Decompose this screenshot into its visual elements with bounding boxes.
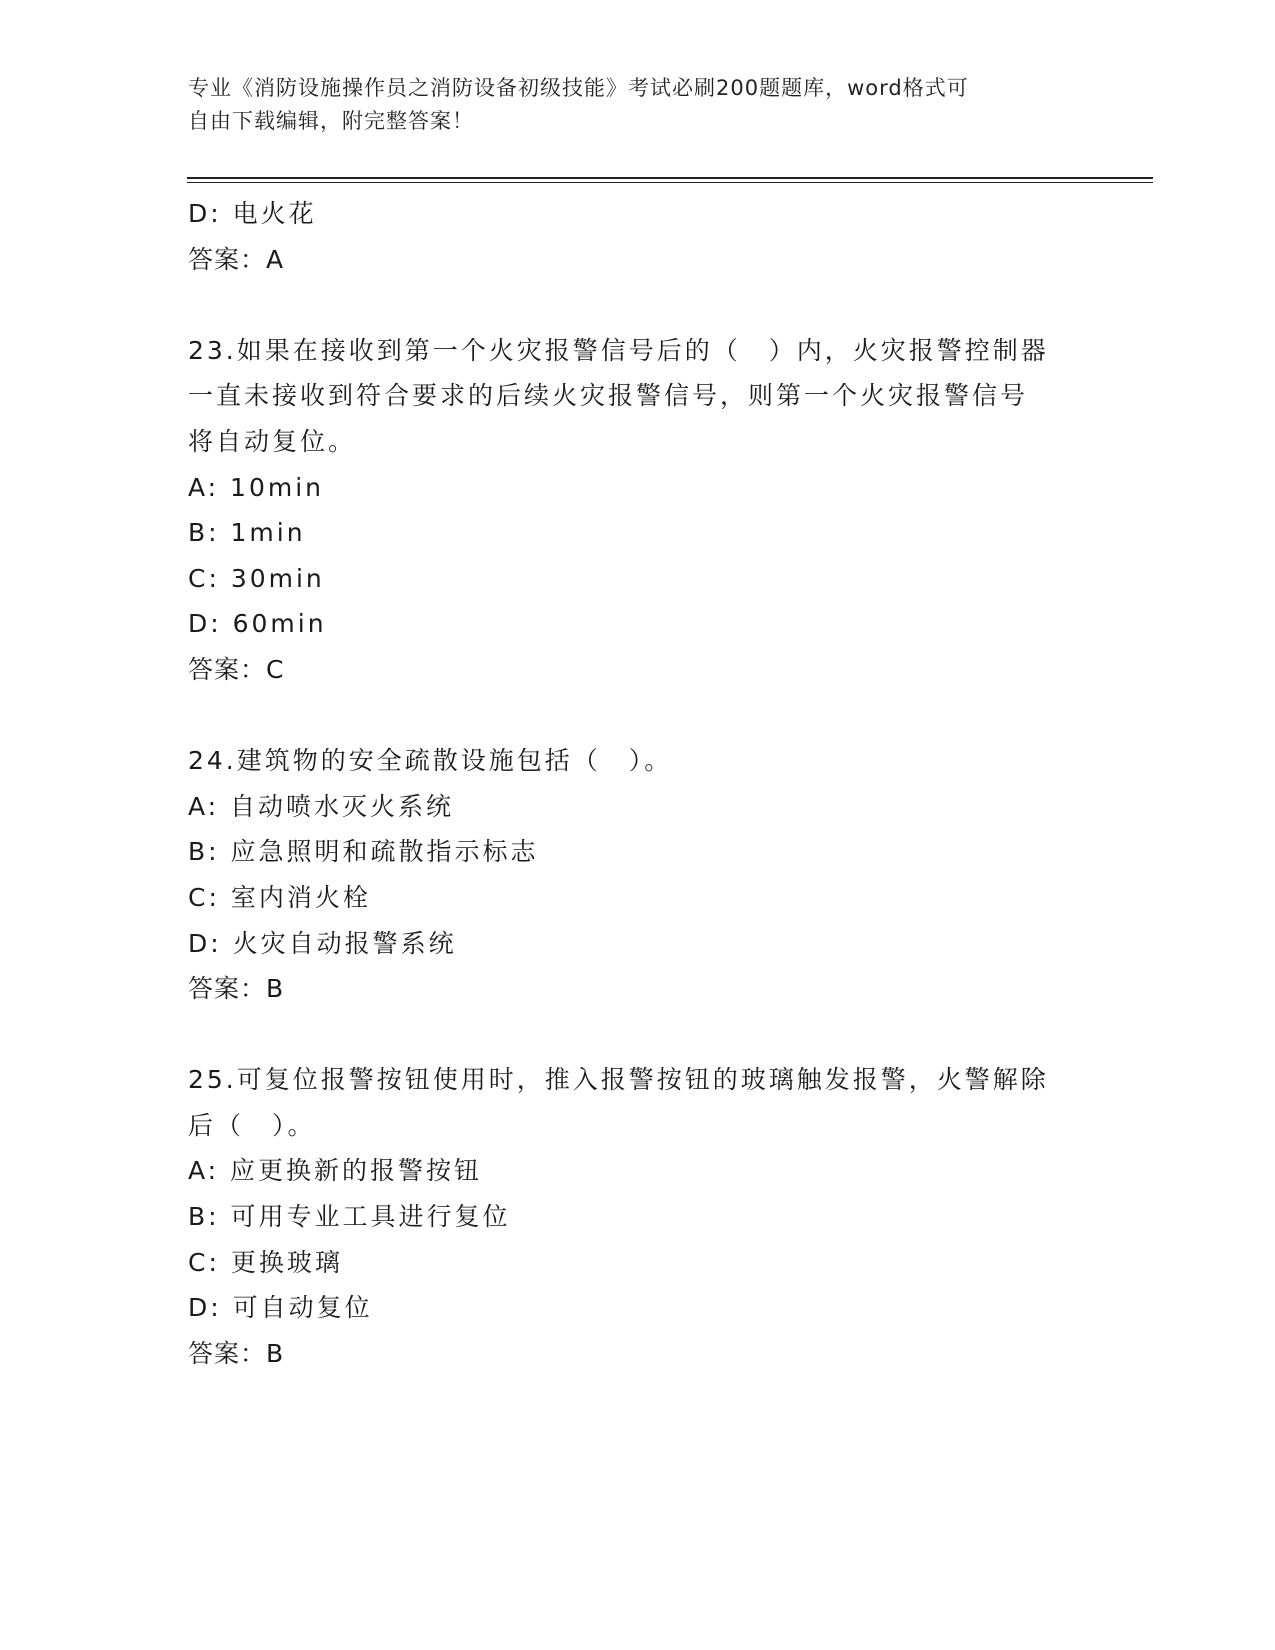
answer: 答案：A bbox=[188, 244, 285, 274]
spacer bbox=[188, 1012, 1088, 1058]
question-23-option-a: A: 10min bbox=[188, 472, 324, 502]
question-23-stem-line-1: 23.如果在接收到第一个火灾报警信号后的（ ）内，火灾报警控制器 bbox=[188, 335, 1049, 365]
header-divider-thin bbox=[187, 182, 1153, 183]
question-24-option-a: A: 自动喷水灭火系统 bbox=[188, 791, 455, 821]
question-23-answer: 答案：C bbox=[188, 654, 285, 684]
question-23-option-d: D: 60min bbox=[188, 609, 327, 639]
question-25-option-c: C: 更换玻璃 bbox=[188, 1247, 343, 1277]
question-24-option-b: B: 应急照明和疏散指示标志 bbox=[188, 837, 539, 867]
question-25-option-a: A: 应更换新的报警按钮 bbox=[188, 1156, 483, 1186]
header-line-1: 专业《消防设施操作员之消防设备初级技能》考试必刷200题题库，word格式可 bbox=[188, 76, 969, 100]
question-25-option-d: D: 可自动复位 bbox=[188, 1293, 373, 1323]
question-24-stem-line-1: 24.建筑物的安全疏散设施包括（ ）。 bbox=[188, 746, 673, 776]
question-list bbox=[188, 191, 1088, 1376]
spacer bbox=[188, 282, 1088, 328]
question-25-option-b: B: 可用专业工具进行复位 bbox=[188, 1202, 511, 1232]
option-d: D: 电火花 bbox=[188, 199, 317, 228]
question-24-answer: 答案：B bbox=[188, 974, 285, 1004]
question-25-answer: 答案：B bbox=[188, 1338, 285, 1368]
question-25-stem-line-2: 后（ ）。 bbox=[188, 1110, 316, 1140]
question-23-option-c: C: 30min bbox=[188, 563, 325, 593]
spacer bbox=[188, 693, 1088, 739]
question-25-stem-line-1: 25.可复位报警按钮使用时，推入报警按钮的玻璃触发报警，火警解除 bbox=[188, 1065, 1049, 1095]
header-divider-thick bbox=[187, 177, 1153, 179]
question-23-stem-line-3: 将自动复位。 bbox=[188, 426, 357, 456]
question-23-option-b: B: 1min bbox=[188, 518, 306, 548]
question-24-option-d: D: 火灾自动报警系统 bbox=[188, 928, 457, 958]
header-line-2: 自由下载编辑，附完整答案！ bbox=[188, 109, 474, 133]
document-header bbox=[188, 72, 1088, 138]
question-23-stem-line-2: 一直未接收到符合要求的后续火灾报警信号，则第一个火灾报警信号 bbox=[188, 381, 1029, 411]
question-24-option-c: C: 室内消火栓 bbox=[188, 882, 371, 912]
